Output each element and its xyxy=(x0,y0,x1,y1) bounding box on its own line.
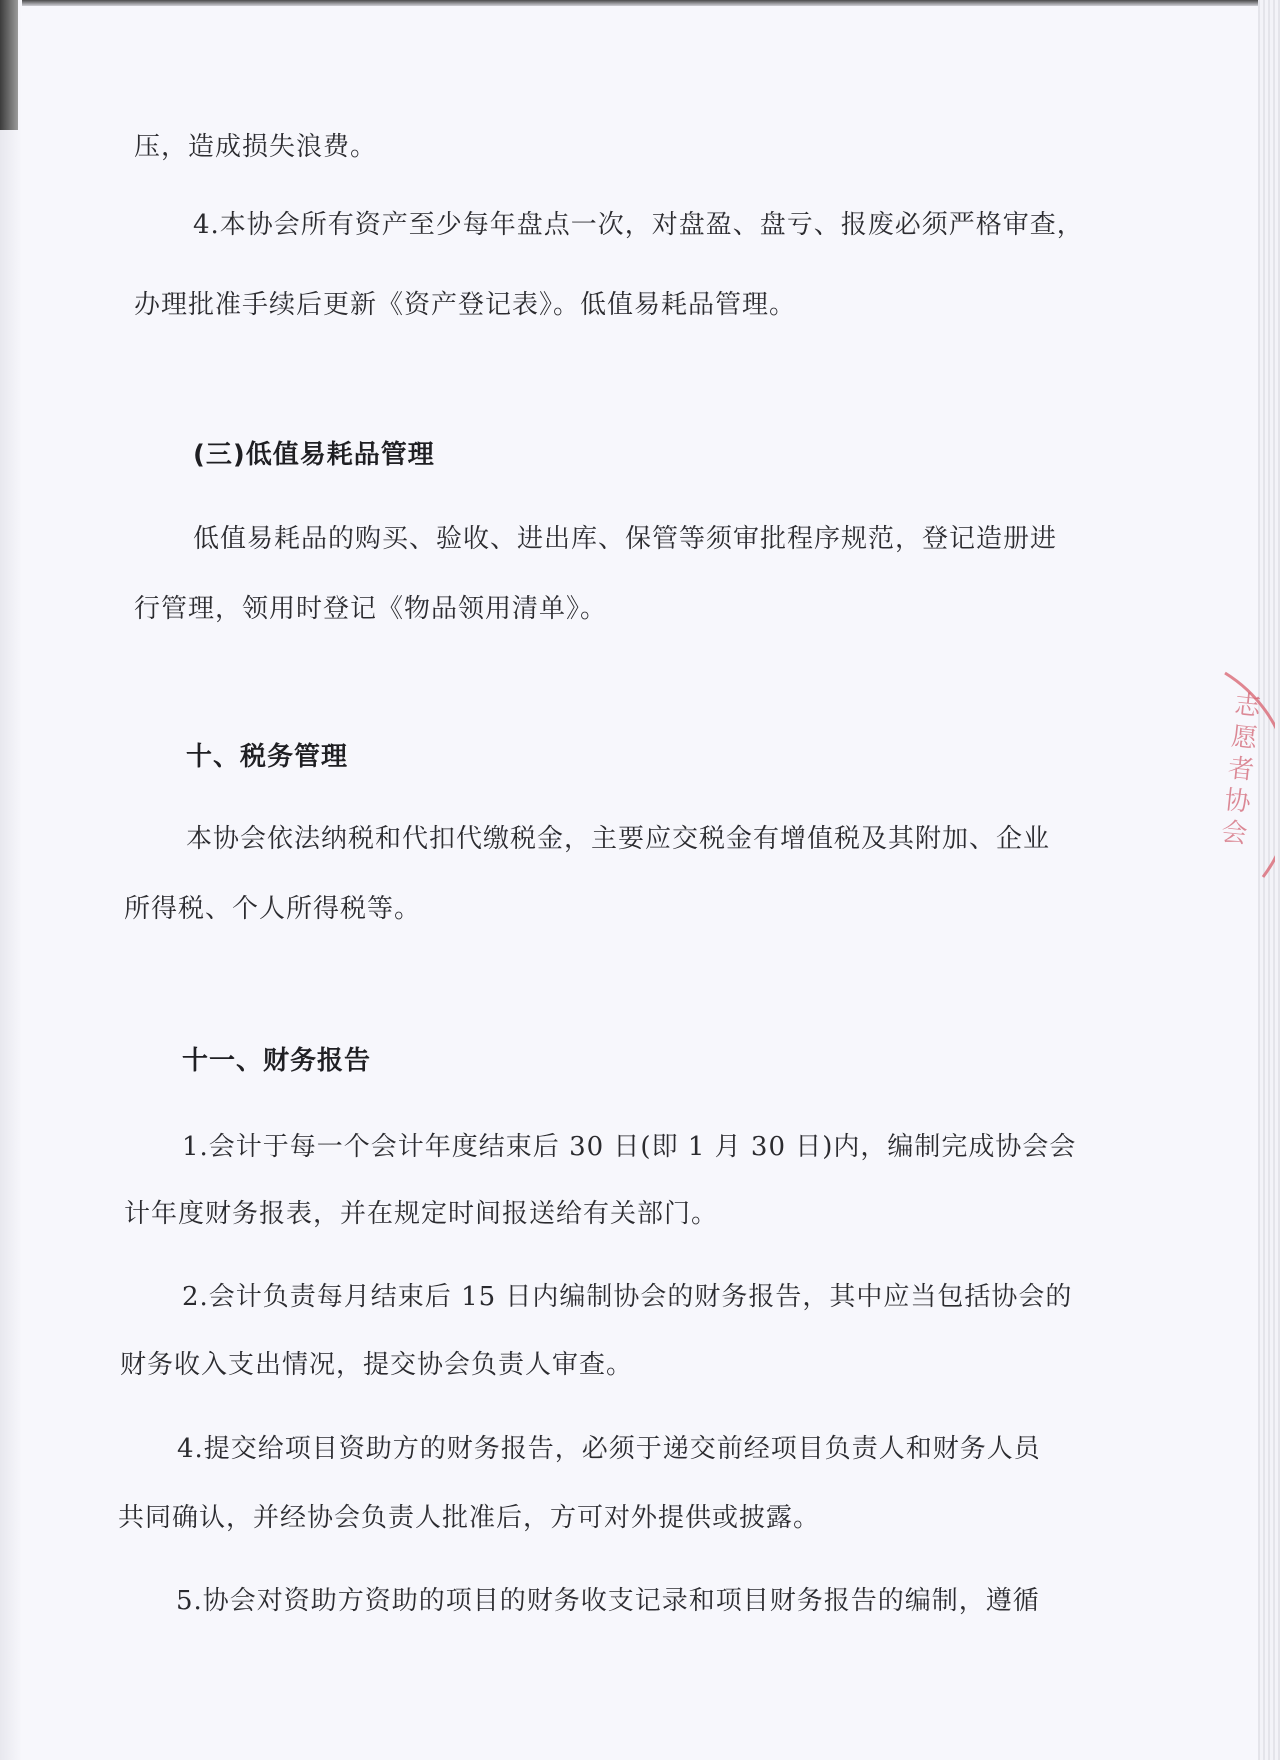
body-line: 1.会计于每一个会计年度结束后 30 日(即 1 月 30 日)内，编制完成协会会 xyxy=(182,1132,1077,1162)
section-heading: 十、税务管理 xyxy=(186,742,349,772)
body-line: 共同确认，并经协会负责人批准后，方可对外提供或披露。 xyxy=(118,1503,821,1533)
section-heading: 十一、财务报告 xyxy=(182,1046,372,1076)
body-line: 本协会依法纳税和代扣代缴税金，主要应交税金有增值税及其附加、企业 xyxy=(186,824,1051,854)
section-heading: (三)低值易耗品管理 xyxy=(193,440,435,470)
body-line: 5.协会对资助方资助的项目的财务收支记录和项目财务报告的编制，遵循 xyxy=(176,1586,1040,1616)
body-line: 低值易耗品的购买、验收、进出库、保管等须审批程序规范，登记造册进 xyxy=(193,524,1058,554)
body-line: 2.会计负责每月结束后 15 日内编制协会的财务报告，其中应当包括协会的 xyxy=(182,1282,1073,1312)
body-line: 计年度财务报表，并在规定时间报送给有关部门。 xyxy=(124,1199,719,1229)
body-line: 办理批准手续后更新《资产登记表》。低值易耗品管理。 xyxy=(134,290,797,320)
body-line: 财务收入支出情况，提交协会负责人审查。 xyxy=(120,1350,634,1380)
scan-left-edge xyxy=(0,0,22,1760)
body-line: 行管理，领用时登记《物品领用清单》。 xyxy=(134,594,608,624)
body-line: 4.提交给项目资助方的财务报告，必须于递交前经项目负责人和财务人员 xyxy=(177,1434,1041,1464)
body-line: 所得税、个人所得税等。 xyxy=(124,894,422,924)
seal-text: 志愿者协会 xyxy=(1219,689,1263,850)
scan-top-edge xyxy=(20,0,1280,6)
scan-left-shadow xyxy=(0,0,18,130)
body-line: 压，造成损失浪费。 xyxy=(134,132,378,162)
body-line: 4.本协会所有资产至少每年盘点一次，对盘盈、盘亏、报废必须严格审查， xyxy=(193,210,1084,240)
